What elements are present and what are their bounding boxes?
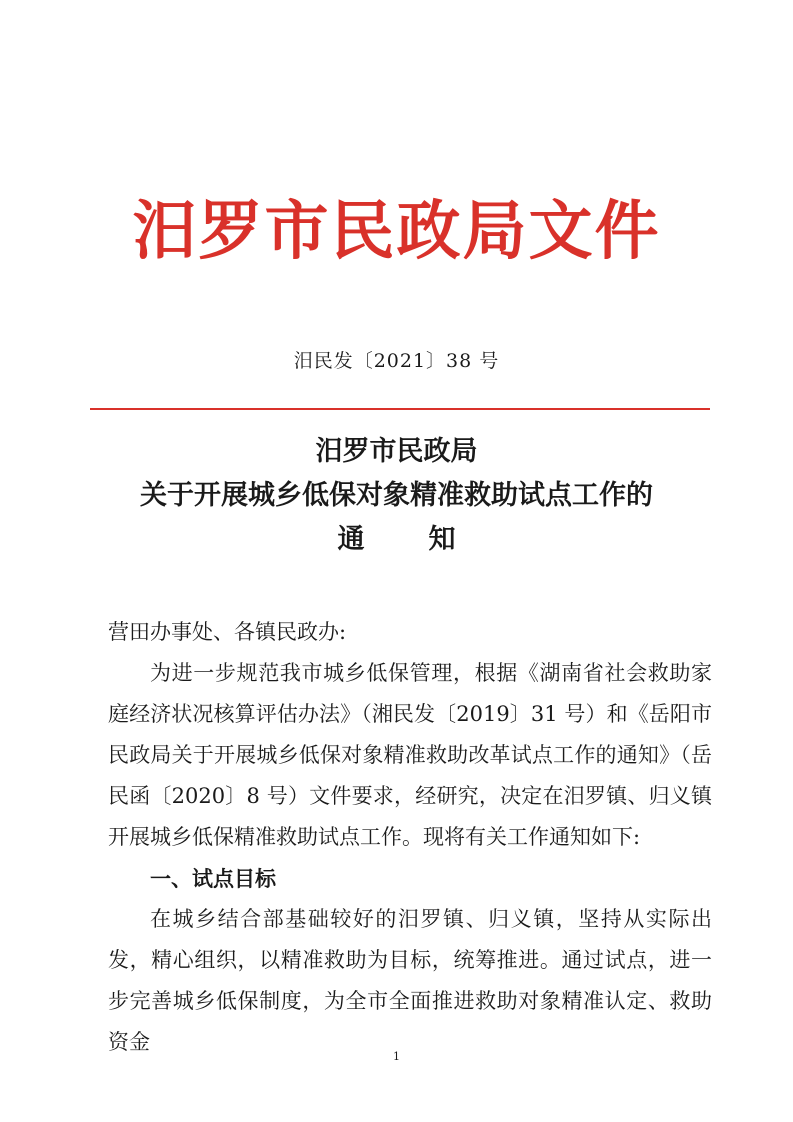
document-body (108, 612, 712, 1063)
salutation: 营田办事处、各镇民政办: (108, 620, 347, 644)
notice-title-line-2: 关于开展城乡低保对象精准救助试点工作的 (140, 480, 653, 511)
notice-title (0, 430, 793, 562)
paragraph-pilot-goal: 在城乡结合部基础较好的汨罗镇、归义镇，坚持从实际出发，精心组织，以精准救助为目标，统筹推进。通过试点，进一步完善城乡低保制度，为全市全面推进救助对象精准认定、救助资金 (108, 907, 712, 1054)
document-header-title: 汨罗市民政局文件 (132, 194, 661, 269)
notice-title-line-3: 通知 (337, 524, 520, 555)
page-number: 1 (393, 1050, 400, 1063)
notice-title-line-1: 汨罗市民政局 (315, 436, 478, 467)
paragraph-intro: 为进一步规范我市城乡低保管理，根据《湖南省社会救助家庭经济状况核算评估办法》（湘民发〔2019〕31 号）和《岳阳市民政局关于开展城乡低保对象精准救助改革试点工作的通知》（岳民函〔2020〕8 号）文件要求，经研究，决定在汨罗镇、归义镇开展城乡低保精准救助试点工作。现将有关工作通知如下: (108, 661, 712, 849)
red-divider-line (90, 408, 710, 410)
section-heading-1: 一、试点目标 (150, 866, 276, 891)
document-number: 汨民发〔2021〕38 号 (293, 350, 500, 372)
